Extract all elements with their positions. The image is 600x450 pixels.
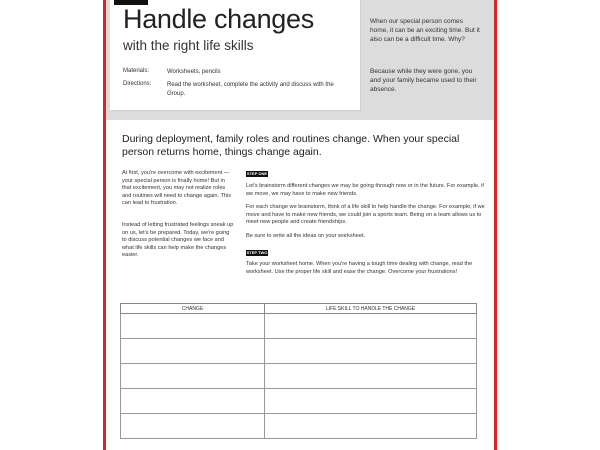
left-paragraph-2: Instead of letting frustrated feelings sneak up on us, let's be prepared. Today, we're going to discuss potential changes we face and what life skills can help make the changes easier.	[122, 222, 234, 259]
life-skill-column-header: LIFE SKILL TO HANDLE THE CHANGE	[265, 304, 477, 314]
page-title: Handle changes	[123, 4, 314, 34]
page-border-right	[494, 0, 497, 450]
intro-text: During deployment, family roles and routines change. When your special person returns home, things change again.	[122, 133, 460, 158]
change-cell[interactable]	[121, 389, 265, 414]
life-skill-cell[interactable]	[265, 314, 477, 339]
change-cell[interactable]	[121, 314, 265, 339]
worksheet-table	[120, 303, 477, 439]
directions-value: Read the worksheet, complete the activity and discuss with the Group.	[167, 82, 334, 97]
change-cell[interactable]	[121, 414, 265, 439]
change-cell[interactable]	[121, 339, 265, 364]
change-cell[interactable]	[121, 364, 265, 389]
materials-value: Worksheets, pencils	[167, 69, 221, 75]
materials-label: Materials:	[123, 68, 150, 74]
table-row	[121, 339, 477, 364]
page-subtitle: with the right life skills	[123, 38, 254, 53]
step-one-paragraph-2: For each change we brainstorm, think of a life skill to help handle the change. For example, if we move and have to make new friends, we could join a sports team. Being on a team allows us to meet new people and create friendships.	[246, 204, 485, 226]
life-skill-cell[interactable]	[265, 364, 477, 389]
step-one-paragraph-3: Be sure to write all the ideas on your worksheet.	[246, 233, 366, 239]
step-one-badge: STEP ONE	[246, 171, 268, 176]
directions-label: Directions:	[123, 81, 152, 87]
sidebar-paragraph-2: Because while they were gone, you and your family became used to their absence.	[370, 68, 477, 93]
step-two-paragraph: Take your worksheet home. When you're having a tough time dealing with change, read the worksheet. Use the proper life skill and ease the change. Overcome your frustrations!	[246, 261, 473, 275]
sidebar-paragraph-1: When our special person comes home, it can be an exciting time. But it also can be a difficult time. Why?	[370, 18, 480, 43]
life-skill-cell[interactable]	[265, 414, 477, 439]
life-skill-cell[interactable]	[265, 339, 477, 364]
left-paragraph-1: At first, you're overcome with excitement — your special person is finally home! But in that excitement, you may not realize roles and routines will need to change again. This can lead to frustration.	[122, 170, 232, 207]
step-two-badge: STEP TWO	[246, 250, 268, 255]
table-row	[121, 314, 477, 339]
table-row	[121, 364, 477, 389]
change-column-header: CHANGE	[121, 304, 265, 314]
step-one-paragraph-1: Let's brainstorm different changes we may be going through now or in the future. For example, if we move, we may have to make new friends.	[246, 183, 484, 197]
worksheet-header-row	[121, 304, 477, 314]
table-row	[121, 389, 477, 414]
life-skill-cell[interactable]	[265, 389, 477, 414]
table-row	[121, 414, 477, 439]
